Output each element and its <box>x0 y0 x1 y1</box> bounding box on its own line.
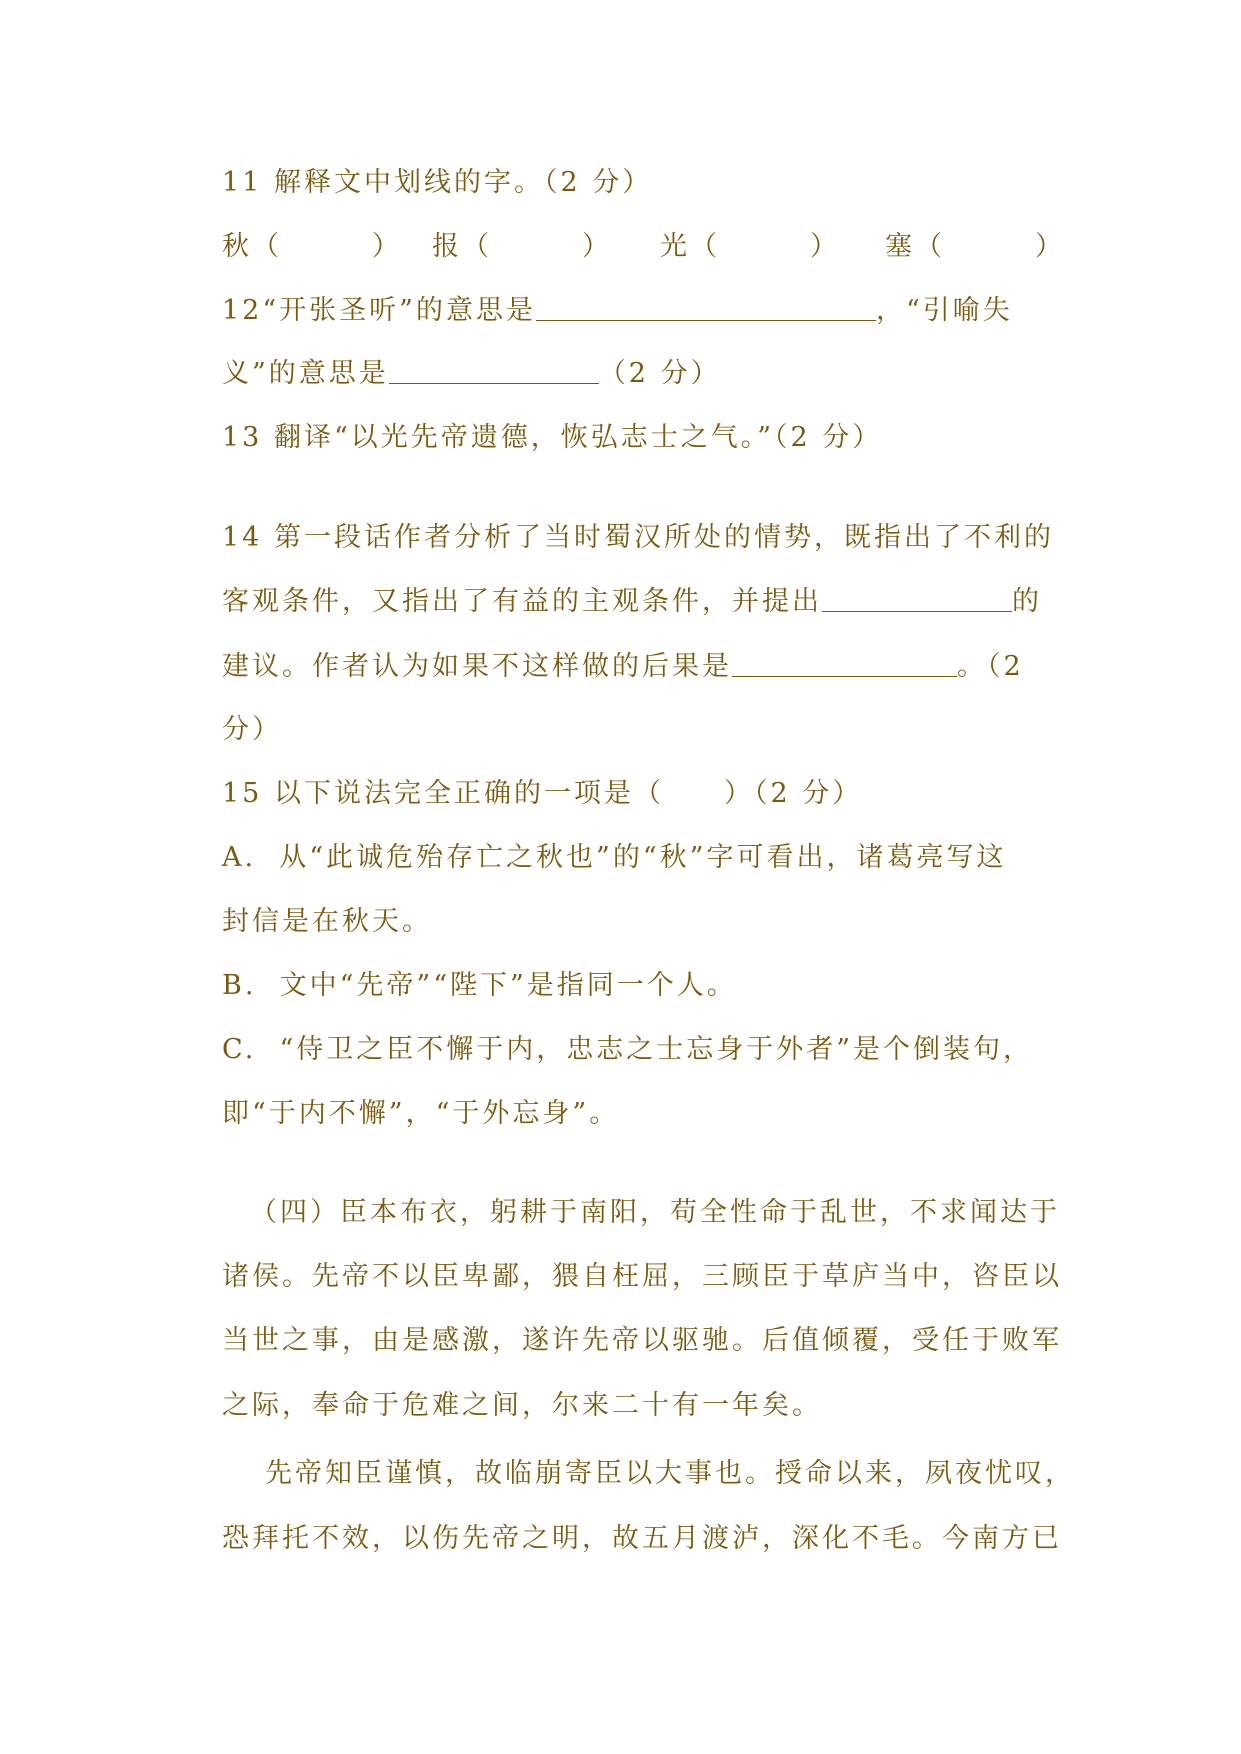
q12-line2-tail: （2 分） <box>598 358 721 389</box>
answer-blank[interactable] <box>389 357 599 384</box>
q15-option-c-line1: C. “侍卫之臣不懈于内，忠志之士忘身于外者”是个倒装句， <box>222 1034 1034 1065</box>
passage-p1-line2: 诸侯。先帝不以臣卑鄙，猥自枉屈，三顾臣于草庐当中，咨臣以 <box>222 1261 1062 1292</box>
q11-item-qiu: 秋（ ） <box>222 231 402 262</box>
q14-line2-tail: 的 <box>1012 586 1042 617</box>
q14-line4: 分） <box>222 714 282 745</box>
passage-p1-line1: （四）臣本布衣，躬耕于南阳，苟全性命于乱世，不求闻达于 <box>250 1197 1060 1228</box>
q14-line3 <box>222 650 1024 684</box>
q12-line2 <box>222 357 721 391</box>
q15-title: 15 以下说法完全正确的一项是（ ）（2 分） <box>222 778 863 809</box>
passage-p2-line1: 先帝知臣谨慎，故临崩寄臣以大事也。授命以来，夙夜忧叹， <box>265 1458 1075 1489</box>
q14-line3-tail: 。（2 <box>957 651 1024 682</box>
answer-blank[interactable] <box>732 650 957 677</box>
q12-line1 <box>222 294 1013 328</box>
q14-line3-text: 建议。作者认为如果不这样做的后果是 <box>222 651 732 682</box>
passage-p1-line4: 之际，奉命于危难之间，尔来二十有一年矣。 <box>222 1390 822 1421</box>
answer-blank[interactable] <box>536 294 876 321</box>
q11-item-guang: 光（ ） <box>660 231 840 262</box>
q11-title: 11 解释文中划线的字。（2 分） <box>222 167 653 198</box>
q11-item-bao: 报（ ） <box>432 231 612 262</box>
q11-item-sai: 塞（ ） <box>885 231 1065 262</box>
q12-line1-tail: ，“引喻失 <box>875 295 1013 326</box>
q15-option-a-line2: 封信是在秋天。 <box>222 906 432 937</box>
q14-line1: 14 第一段话作者分析了当时蜀汉所处的情势，既指出了不利的 <box>222 522 1054 553</box>
answer-blank[interactable] <box>822 585 1012 612</box>
passage-p1-line3: 当世之事，由是感激，遂许先帝以驱驰。后值倾覆，受任于败军 <box>222 1325 1062 1356</box>
q13-text: 13 翻译“以光先帝遗德，恢弘志士之气。”（2 分） <box>222 422 883 453</box>
q15-option-b: B. 文中“先帝”“陛下”是指同一个人。 <box>222 970 737 1001</box>
q12-line2-text: 义”的意思是 <box>222 358 389 389</box>
q15-option-a-line1: A. 从“此诚危殆存亡之秋也”的“秋”字可看出，诸葛亮写这 <box>222 842 1007 873</box>
q12-line1-text: 12“开张圣听”的意思是 <box>222 295 536 326</box>
q14-line2-text: 客观条件，又指出了有益的主观条件，并提出 <box>222 586 822 617</box>
passage-p2-line2: 恐拜托不效，以伤先帝之明，故五月渡泸，深化不毛。今南方已 <box>222 1523 1062 1554</box>
q14-line2 <box>222 585 1042 619</box>
q15-option-c-line2: 即“于内不懈”，“于外忘身”。 <box>222 1098 620 1129</box>
